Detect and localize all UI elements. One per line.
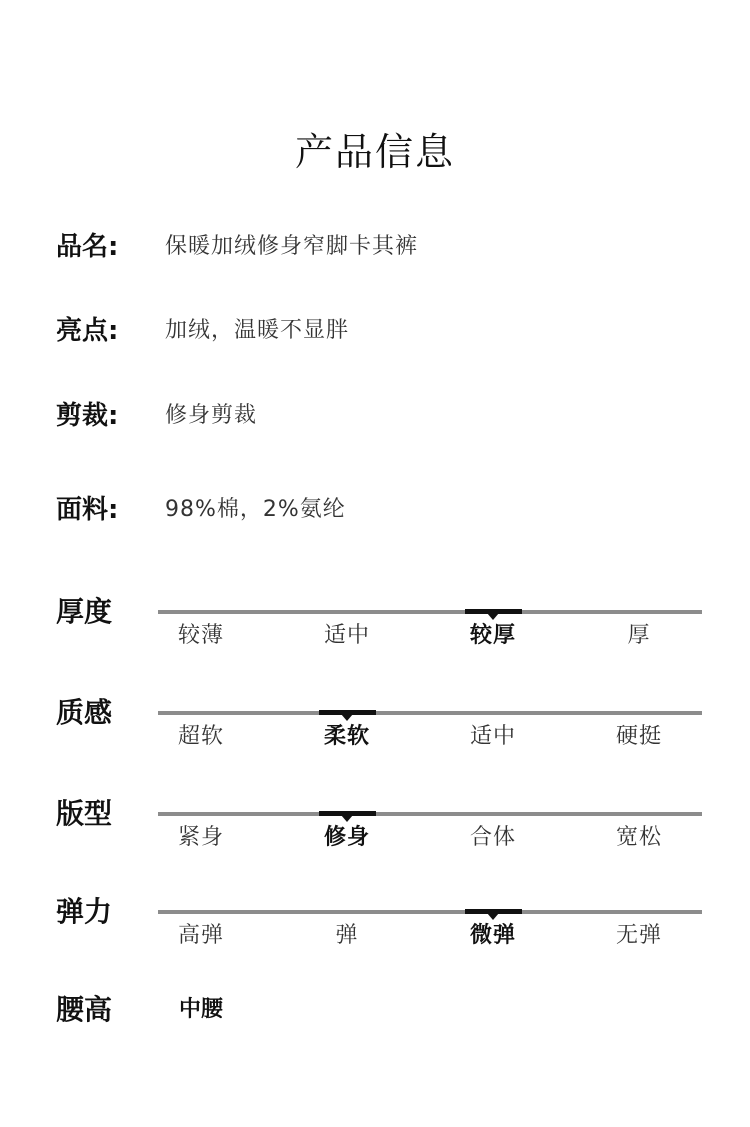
info-label: 面料: [56, 495, 119, 525]
scale-option: 较薄 [177, 623, 224, 648]
scale-fit [0, 794, 750, 884]
scale-option: 较厚 [469, 623, 516, 648]
scale-option: 合体 [469, 825, 516, 850]
scale-track [158, 711, 702, 715]
scale-track [158, 610, 702, 614]
waist-value: 中腰 [178, 997, 223, 1022]
info-value: 修身剪裁 [165, 403, 258, 428]
info-value: 加绒，温暖不显胖 [165, 318, 350, 343]
scale-marker [465, 909, 522, 914]
scale-label: 厚度 [56, 595, 113, 628]
scale-option: 紧身 [177, 825, 224, 850]
scale-option: 柔软 [323, 724, 370, 749]
scale-option: 硬挺 [615, 724, 662, 749]
info-value: 98%棉，2%氨纶 [165, 497, 346, 522]
info-label: 品名: [56, 232, 119, 262]
scale-option: 适中 [469, 724, 516, 749]
info-label: 亮点: [56, 316, 119, 346]
info-value: 保暖加绒修身窄脚卡其裤 [165, 234, 419, 259]
scale-options [128, 916, 712, 956]
info-label: 剪裁: [56, 401, 119, 431]
scale-elasticity [0, 892, 750, 982]
scale-option: 厚 [627, 623, 651, 648]
scale-track [158, 910, 702, 914]
scale-marker [465, 609, 522, 614]
scale-options [128, 717, 712, 757]
scale-option: 弹 [335, 923, 359, 948]
scale-option: 无弹 [615, 923, 662, 948]
waist-label: 腰高 [56, 993, 113, 1026]
waist-row [0, 988, 750, 1032]
scale-marker [319, 811, 376, 816]
scale-option: 修身 [323, 825, 370, 850]
scale-label: 弹力 [56, 895, 113, 928]
scale-texture [0, 693, 750, 783]
scale-option: 高弹 [177, 923, 224, 948]
scale-option: 适中 [323, 623, 370, 648]
scale-option: 宽松 [615, 825, 662, 850]
scale-option: 超软 [177, 724, 224, 749]
page-title: 产品信息 [294, 130, 455, 174]
scale-marker [319, 710, 376, 715]
scale-label: 质感 [56, 696, 113, 729]
scale-label: 版型 [56, 797, 113, 830]
scale-thickness [0, 592, 750, 682]
scale-option: 微弹 [469, 923, 516, 948]
scale-options [128, 818, 712, 858]
scale-track [158, 812, 702, 816]
scale-options [128, 616, 712, 656]
